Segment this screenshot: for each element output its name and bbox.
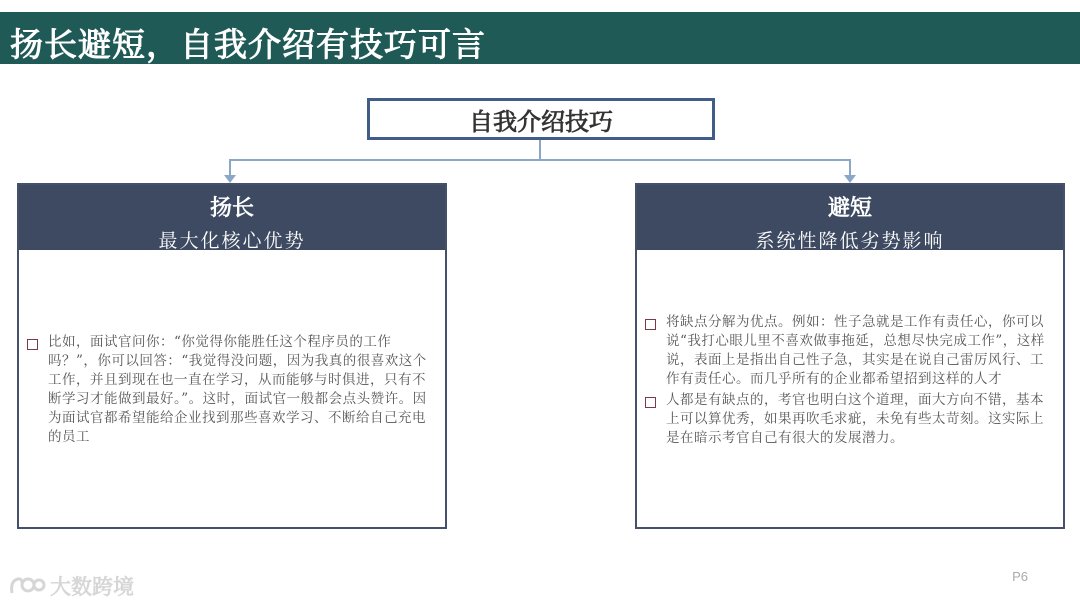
- root-label: 自我介绍技巧: [469, 107, 613, 136]
- arrow-right-icon: [844, 175, 856, 183]
- branch-weakness-subtitle: 系统性降低劣势影响: [755, 230, 945, 252]
- branch-strength: [17, 183, 447, 529]
- bullet-text: 人都是有缺点的，考官也明白这个道理，面大方向不错，基本上可以算优秀，如果再吹毛求疵，未免有些太苛刻。这实际上是在暗示考官自己有很大的发展潜力。: [666, 392, 1044, 446]
- list-item: [645, 313, 1057, 389]
- square-bullet-icon: [27, 339, 38, 350]
- list-item: [645, 391, 1057, 448]
- branch-weakness-body: [645, 313, 1057, 450]
- bullet-text: 比如，面试官问你：“你觉得你能胜任这个程序员的工作吗？”，你可以回答：“我觉得没问题，因为我真的很喜欢这个工作，并且到现在也一直在学习，从而能够与时俱进，只有不断学习才能做到最好。”。这时，面试官一般都会点头赞许。因为面试官都希望能给企业找到那些喜欢学习、不断给自己充电的员工: [48, 334, 427, 445]
- slide-title: 扬长避短，自我介绍有技巧可言: [10, 25, 486, 64]
- branch-strength-header: [19, 185, 445, 250]
- square-bullet-icon: [645, 397, 656, 408]
- list-item: [27, 333, 439, 447]
- watermark-text: 大数跨境: [50, 575, 134, 599]
- branch-weakness-header: [637, 185, 1063, 250]
- branch-strength-body: [27, 333, 439, 449]
- bullet-text: 将缺点分解为优点。例如：性子急就是工作有责任心，你可以说“我打心眼儿里不喜欢做事拖延，总想尽快完成工作”，这样说，表面上是指出自己性子急，其实是在说自己雷厉风行、工作有责任心。而几乎所有的企业都希望招到这样的人才: [666, 314, 1045, 387]
- square-bullet-icon: [645, 319, 656, 330]
- page-number: P6: [1012, 569, 1028, 584]
- branch-strength-subtitle: 最大化核心优势: [158, 230, 306, 252]
- branch-weakness-title: 避短: [827, 196, 872, 221]
- watermark: [8, 571, 134, 601]
- branch-weakness: [635, 183, 1065, 529]
- arrow-left-icon: [224, 175, 236, 183]
- watermark-logo-icon: [8, 573, 46, 599]
- branch-strength-title: 扬长: [209, 196, 254, 221]
- root-node: [367, 98, 715, 140]
